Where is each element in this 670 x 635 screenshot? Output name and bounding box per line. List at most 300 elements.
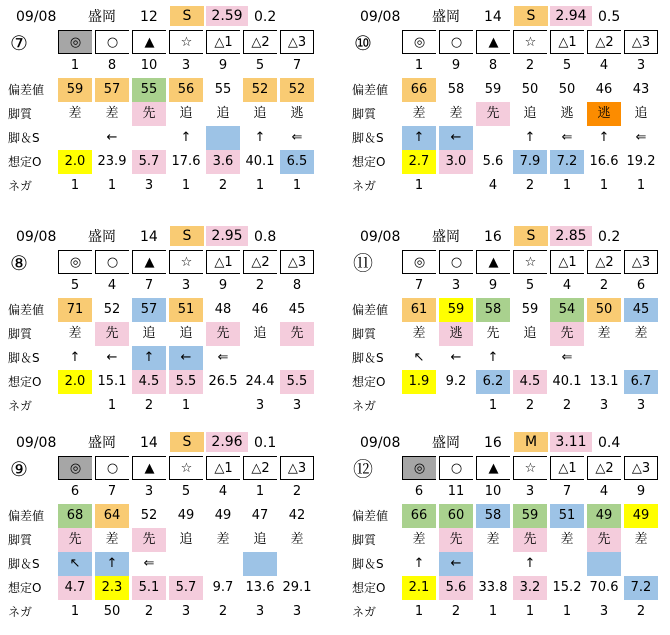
table-cell: 差 [560, 532, 574, 547]
table-cell: △3 [280, 456, 314, 480]
race-header [352, 226, 662, 248]
table-cell: 逃 [439, 322, 473, 346]
race-value2: 0.2 [598, 229, 621, 245]
table-cell: △1 [206, 30, 240, 54]
table-row [8, 174, 316, 198]
race-number: ⑧ [10, 251, 28, 275]
table-cell: ☆ [513, 30, 547, 54]
table-row [352, 126, 660, 150]
table-cell: 50 [103, 604, 121, 619]
table-row [352, 102, 660, 126]
table-cell: △3 [624, 30, 658, 54]
table-cell: 3 [181, 604, 191, 619]
table-cell: 4 [107, 278, 117, 293]
table-cell: 55 [132, 78, 166, 102]
table-cell: 1 [181, 178, 191, 193]
row-label: 脚＆S [352, 351, 384, 365]
row-label: 脚質 [352, 533, 377, 547]
table-cell: 差 [412, 532, 426, 547]
table-cell: 5.1 [132, 576, 166, 600]
table-cell: △1 [550, 250, 584, 274]
table-cell: 9.2 [445, 374, 467, 389]
race-grade: S [514, 226, 548, 246]
table-row [352, 174, 660, 198]
table-cell: ← [106, 350, 118, 365]
table-cell [476, 126, 510, 150]
table-cell: 2 [636, 604, 646, 619]
table-cell: 差 [68, 326, 82, 341]
table-cell: 64 [95, 504, 129, 528]
table-row [402, 480, 660, 504]
table-cell: 59 [521, 302, 539, 317]
table-cell: ▲ [132, 30, 166, 54]
table-cell: 先 [513, 528, 547, 552]
table-cell: 5.7 [169, 576, 203, 600]
table-cell: 逃 [560, 106, 574, 121]
table-cell: 3 [525, 484, 535, 499]
table-cell: 51 [550, 504, 584, 528]
table-cell: 1 [414, 604, 424, 619]
table-cell: 2 [525, 58, 535, 73]
table-cell: 5.7 [132, 150, 166, 174]
race-date: 09/08 [16, 229, 57, 245]
table-cell: 5 [255, 58, 265, 73]
table-cell: 54 [550, 298, 584, 322]
table-cell: ○ [439, 456, 473, 480]
race-count: 12 [140, 9, 158, 25]
row-label: 想定O [8, 155, 42, 169]
table-row [8, 504, 316, 528]
table-cell: ☆ [513, 456, 547, 480]
table-cell: 3 [181, 58, 191, 73]
table-cell: ◎ [402, 456, 436, 480]
table-cell [206, 552, 240, 576]
table-cell: 3.2 [513, 576, 547, 600]
table-cell: 差 [597, 326, 611, 341]
race-venue: 盛岡 [432, 435, 460, 451]
race-header [8, 226, 318, 248]
table-cell: 2 [562, 398, 572, 413]
table-row [8, 394, 316, 418]
table-cell: △2 [243, 456, 277, 480]
table-cell: ↑ [524, 130, 536, 145]
table-cell: 48 [214, 302, 232, 317]
table-row [8, 126, 316, 150]
table-cell: ⇐ [561, 350, 573, 365]
table-cell: ◎ [402, 30, 436, 54]
race-value: 2.59 [206, 6, 248, 26]
race-grade: S [170, 6, 204, 26]
table-cell: 追 [216, 106, 230, 121]
row-label: ネガ [352, 605, 377, 619]
race-value2: 0.4 [598, 435, 621, 451]
race-venue: 盛岡 [432, 229, 460, 245]
table-cell: ○ [439, 250, 473, 274]
table-cell: 1 [70, 58, 80, 73]
table-cell: 1 [414, 178, 424, 193]
table-cell: 差 [412, 326, 426, 341]
table-cell: ▲ [476, 250, 510, 274]
table-cell: 15.1 [97, 374, 127, 389]
table-cell [132, 126, 166, 150]
table-cell: 9 [218, 278, 228, 293]
table-cell: 5.5 [169, 370, 203, 394]
race-venue: 盛岡 [88, 9, 116, 25]
table-cell: 追 [634, 106, 648, 121]
table-cell: ↑ [132, 346, 166, 370]
table-cell: 1 [107, 178, 117, 193]
table-cell: 6.2 [476, 370, 510, 394]
table-cell: 29.1 [282, 580, 312, 595]
table-cell: 10 [140, 58, 158, 73]
table-cell: 56 [169, 78, 203, 102]
table-cell: 42 [288, 508, 306, 523]
table-cell: 1 [525, 604, 535, 619]
row-label: ネガ [8, 605, 33, 619]
table-row [58, 54, 316, 78]
table-cell: 3 [181, 278, 191, 293]
row-label: 脚質 [8, 327, 33, 341]
race-table [8, 30, 316, 196]
table-cell: ○ [439, 30, 473, 54]
table-cell: 2 [144, 604, 154, 619]
race-block [352, 226, 662, 416]
table-cell: 1.9 [402, 370, 436, 394]
table-cell: ↑ [524, 556, 536, 571]
race-table [352, 250, 660, 416]
race-value: 3.11 [550, 432, 592, 452]
table-row [8, 298, 316, 322]
table-cell: ← [439, 126, 473, 150]
table-cell: 3 [255, 604, 265, 619]
table-cell: 2 [218, 604, 228, 619]
row-label: 想定O [8, 375, 42, 389]
race-block [8, 6, 318, 196]
table-row [352, 322, 660, 346]
table-row [8, 528, 316, 552]
table-cell: ▲ [476, 30, 510, 54]
table-row [58, 274, 316, 298]
table-cell [243, 552, 277, 576]
table-row [352, 504, 660, 528]
table-cell: ◎ [402, 250, 436, 274]
race-value: 2.94 [550, 6, 592, 26]
table-cell: 66 [402, 504, 436, 528]
table-cell [624, 346, 658, 370]
row-label: ネガ [352, 399, 377, 413]
row-label: 脚質 [8, 107, 33, 121]
table-cell: 先 [587, 528, 621, 552]
table-cell: 3 [144, 178, 154, 193]
table-cell: 7 [414, 278, 424, 293]
table-cell: 58 [447, 82, 465, 97]
race-block [352, 6, 662, 196]
table-cell: ○ [95, 250, 129, 274]
table-cell: 5 [525, 278, 535, 293]
table-cell: 1 [70, 604, 80, 619]
table-row [352, 394, 660, 418]
table-cell: 5 [181, 484, 191, 499]
table-cell: 逃 [290, 106, 304, 121]
table-cell: 1 [255, 484, 265, 499]
table-row [8, 346, 316, 370]
table-cell: 68 [58, 504, 92, 528]
table-cell: 2.7 [402, 150, 436, 174]
table-cell: 先 [550, 322, 584, 346]
row-label: 偏差値 [352, 509, 389, 523]
table-cell: 24.4 [245, 374, 275, 389]
table-cell: 1 [292, 178, 302, 193]
table-cell: 2 [451, 604, 461, 619]
table-cell: 先 [95, 322, 129, 346]
row-label: 想定O [352, 375, 386, 389]
table-cell: ☆ [513, 250, 547, 274]
table-cell: ○ [95, 456, 129, 480]
table-row [352, 298, 660, 322]
row-label: 想定O [352, 155, 386, 169]
table-cell: 3 [292, 604, 302, 619]
table-cell: ☆ [169, 250, 203, 274]
race-venue: 盛岡 [88, 435, 116, 451]
race-date: 09/08 [16, 435, 57, 451]
table-cell: 57 [95, 78, 129, 102]
table-cell: △1 [206, 456, 240, 480]
race-date: 09/08 [360, 435, 401, 451]
race-number: ⑪ [353, 251, 373, 275]
table-cell: 59 [58, 78, 92, 102]
table-cell: ← [169, 346, 203, 370]
table-cell: △1 [550, 456, 584, 480]
table-cell: 2.0 [58, 370, 92, 394]
row-label: 脚質 [352, 107, 377, 121]
row-label: ネガ [352, 179, 377, 193]
table-cell: △2 [587, 250, 621, 274]
table-cell: 1 [636, 178, 646, 193]
table-cell: 4 [218, 484, 228, 499]
race-date: 09/08 [16, 9, 57, 25]
table-cell: 1 [414, 58, 424, 73]
table-row [8, 576, 316, 600]
table-cell: 49 [587, 504, 621, 528]
table-cell: 1 [562, 604, 572, 619]
race-block [352, 432, 662, 622]
table-cell: 5.6 [482, 154, 504, 169]
race-number: ⑦ [10, 31, 28, 55]
table-cell: 1 [488, 398, 498, 413]
table-cell: 差 [68, 106, 82, 121]
table-cell: 差 [105, 106, 119, 121]
table-cell: 33.8 [478, 580, 508, 595]
table-cell: ↑ [402, 126, 436, 150]
table-cell: 49 [624, 504, 658, 528]
table-cell: 3 [292, 398, 302, 413]
table-cell: 16.6 [589, 154, 619, 169]
table-cell: 9 [451, 58, 461, 73]
race-value2: 0.5 [598, 9, 621, 25]
row-label: 想定O [352, 581, 386, 595]
table-row [8, 78, 316, 102]
table-cell: 66 [402, 78, 436, 102]
race-value: 2.85 [550, 226, 592, 246]
table-cell: 4.5 [513, 370, 547, 394]
race-date: 09/08 [360, 229, 401, 245]
table-row [58, 456, 316, 480]
row-label: 脚質 [352, 327, 377, 341]
race-value: 2.96 [206, 432, 248, 452]
race-count: 14 [140, 435, 158, 451]
table-row [352, 576, 660, 600]
race-grade: M [514, 432, 548, 452]
table-row [8, 600, 316, 624]
table-row [402, 456, 660, 480]
table-row [352, 600, 660, 624]
table-cell: ↑ [95, 552, 129, 576]
table-cell: 40.1 [245, 154, 275, 169]
table-cell [206, 394, 240, 418]
table-cell: 50 [521, 82, 539, 97]
table-cell: 13.6 [245, 580, 275, 595]
table-cell: 先 [439, 528, 473, 552]
table-cell: ↑ [254, 130, 266, 145]
table-cell: ⇐ [217, 350, 229, 365]
table-cell: 60 [439, 504, 473, 528]
table-cell: 51 [169, 298, 203, 322]
table-cell: 6 [414, 484, 424, 499]
table-cell: 逃 [587, 102, 621, 126]
table-cell: 59 [513, 504, 547, 528]
table-cell: 2.1 [402, 576, 436, 600]
table-cell: 45 [624, 298, 658, 322]
table-cell: 1 [599, 178, 609, 193]
table-cell: 3 [636, 398, 646, 413]
row-label: 脚＆S [352, 557, 384, 571]
table-cell: 5 [562, 58, 572, 73]
table-cell: 58 [476, 504, 510, 528]
table-cell: 先 [486, 326, 500, 341]
table-cell [169, 552, 203, 576]
race-table [352, 456, 660, 622]
table-row [352, 370, 660, 394]
row-label: 偏差値 [352, 83, 389, 97]
table-row [58, 30, 316, 54]
race-venue: 盛岡 [88, 229, 116, 245]
table-cell: 6.5 [280, 150, 314, 174]
table-row [402, 30, 660, 54]
row-label: 偏差値 [8, 83, 45, 97]
table-cell [206, 126, 240, 150]
table-cell: 先 [132, 102, 166, 126]
table-cell: ⇐ [561, 130, 573, 145]
table-cell [550, 552, 584, 576]
table-cell: 9 [636, 484, 646, 499]
table-cell: 4 [488, 178, 498, 193]
table-cell: △1 [206, 250, 240, 274]
table-cell: 3 [599, 604, 609, 619]
table-cell: 3.0 [439, 150, 473, 174]
table-cell: 40.1 [552, 374, 582, 389]
table-cell: 追 [253, 532, 267, 547]
table-cell: 7.2 [550, 150, 584, 174]
table-cell: 7.2 [624, 576, 658, 600]
table-cell: 15.2 [552, 580, 582, 595]
table-cell: △2 [243, 30, 277, 54]
table-cell: 50 [587, 298, 621, 322]
race-grade: S [514, 6, 548, 26]
table-cell: 4.5 [132, 370, 166, 394]
table-cell: 52 [140, 508, 158, 523]
table-cell: 4 [562, 278, 572, 293]
race-header [8, 432, 318, 454]
table-cell: 3 [255, 398, 265, 413]
table-cell: 追 [179, 326, 193, 341]
row-label: ネガ [8, 399, 33, 413]
race-venue: 盛岡 [432, 9, 460, 25]
table-row [352, 528, 660, 552]
race-table [8, 250, 316, 416]
row-label: 偏差値 [8, 303, 45, 317]
table-row [58, 480, 316, 504]
table-row [402, 274, 660, 298]
table-cell: 19.2 [626, 154, 656, 169]
row-label: 脚＆S [8, 557, 40, 571]
table-cell: △3 [280, 30, 314, 54]
table-cell: 9.7 [212, 580, 234, 595]
table-cell: 追 [179, 106, 193, 121]
table-cell [243, 346, 277, 370]
table-cell: 3 [451, 278, 461, 293]
table-cell: 45 [288, 302, 306, 317]
table-cell: 46 [251, 302, 269, 317]
table-cell: △2 [587, 30, 621, 54]
table-cell: △1 [550, 30, 584, 54]
table-cell: 52 [243, 78, 277, 102]
race-number: ⑫ [353, 457, 373, 481]
table-cell: ◎ [58, 30, 92, 54]
table-cell: 59 [439, 298, 473, 322]
table-cell: ↑ [180, 130, 192, 145]
table-cell: 52 [103, 302, 121, 317]
table-cell: 追 [253, 326, 267, 341]
table-cell [58, 126, 92, 150]
table-cell: 1 [181, 398, 191, 413]
table-cell: 差 [486, 532, 500, 547]
table-cell [587, 552, 621, 576]
race-value2: 0.2 [254, 9, 277, 25]
table-cell: ↑ [487, 350, 499, 365]
row-label: 想定O [8, 581, 42, 595]
table-cell: 5 [70, 278, 80, 293]
table-cell: 70.6 [589, 580, 619, 595]
table-cell [58, 394, 92, 418]
table-cell: 1 [255, 178, 265, 193]
table-row [352, 346, 660, 370]
table-cell: 差 [105, 532, 119, 547]
table-cell: 5.5 [280, 370, 314, 394]
race-value2: 0.8 [254, 229, 277, 245]
table-cell: 2.3 [95, 576, 129, 600]
table-row [8, 322, 316, 346]
table-cell [402, 394, 436, 418]
table-cell: 8 [292, 278, 302, 293]
table-cell: 1 [562, 178, 572, 193]
table-cell: ☆ [169, 456, 203, 480]
table-cell: 6.7 [624, 370, 658, 394]
table-cell: 先 [476, 102, 510, 126]
table-row [58, 250, 316, 274]
race-grade: S [170, 226, 204, 246]
table-cell: ⇐ [143, 556, 155, 571]
table-cell: 55 [214, 82, 232, 97]
